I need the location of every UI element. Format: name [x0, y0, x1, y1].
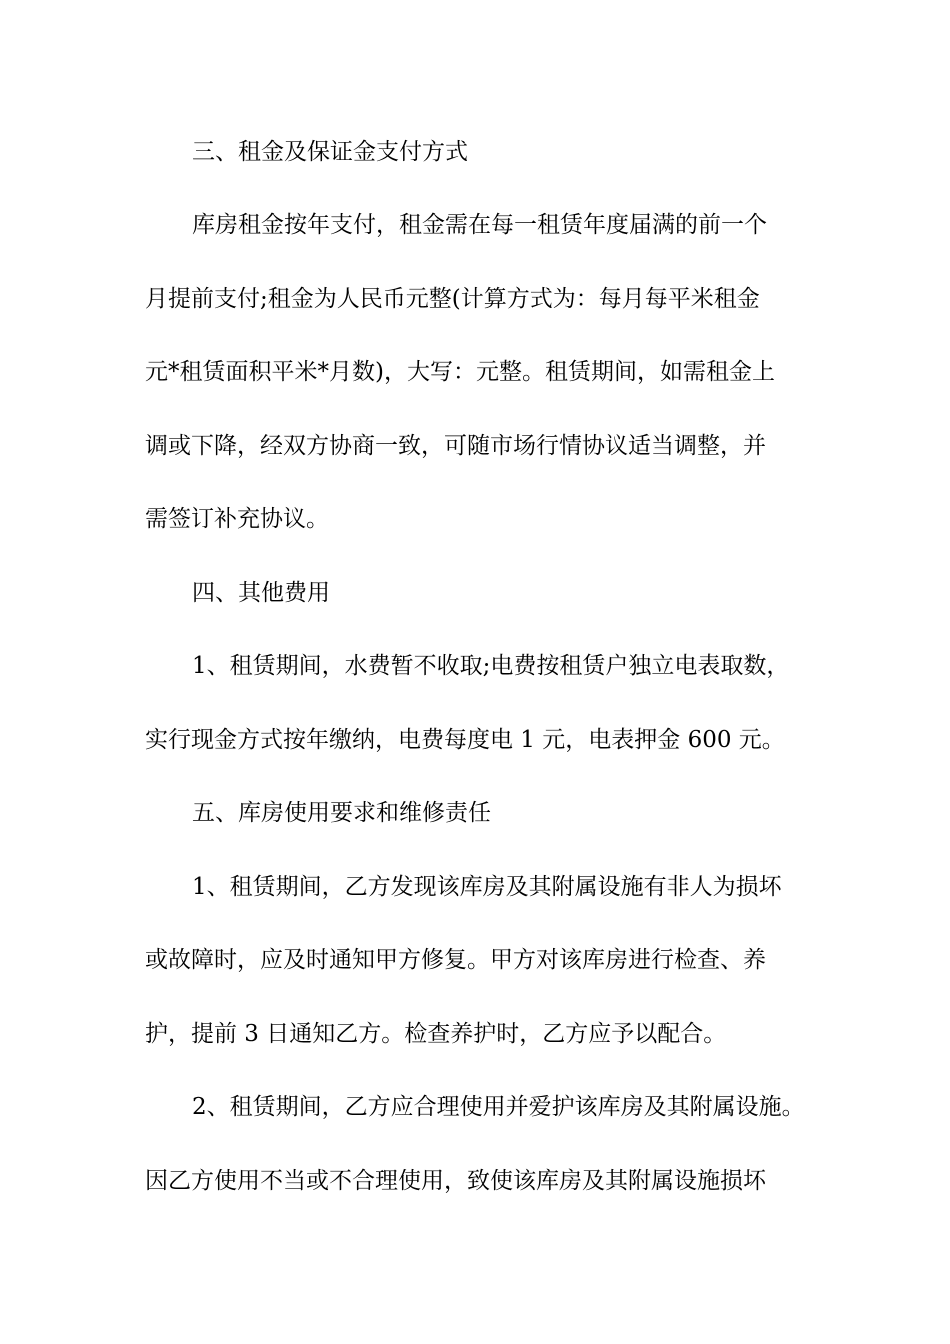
paragraph-line: 或故障时，应及时通知甲方修复。甲方对该库房进行检查、养 — [145, 947, 766, 973]
paragraph-line: 1、租赁期间，乙方发现该库房及其附属设施有非人为损坏 — [192, 874, 782, 900]
paragraph-line: 库房租金按年支付，租金需在每一租赁年度届满的前一个 — [192, 212, 767, 238]
paragraph-line: 2、租赁期间，乙方应合理使用并爱护该库房及其附属设施。 — [192, 1094, 805, 1120]
paragraph-line: 因乙方使用不当或不合理使用，致使该库房及其附属设施损坏 — [145, 1168, 766, 1194]
section-heading-rent-payment: 三、租金及保证金支付方式 — [192, 139, 468, 165]
paragraph-line: 实行现金方式按年缴纳，电费每度电 1 元，电表押金 600 元。 — [145, 727, 785, 753]
paragraph-line: 护，提前 3 日通知乙方。检查养护时，乙方应予以配合。 — [145, 1021, 727, 1047]
paragraph-line: 需签订补充协议。 — [145, 506, 329, 532]
paragraph-line: 元*租赁面积平米*月数)，大写：元整。租赁期间，如需租金上 — [145, 359, 775, 385]
section-heading-other-fees: 四、其他费用 — [192, 580, 330, 606]
paragraph-line: 月提前支付;租金为人民币元整(计算方式为：每月每平米租金 — [145, 286, 760, 312]
paragraph-line: 调或下降，经双方协商一致，可随市场行情协议适当调整，并 — [145, 433, 766, 459]
paragraph-line: 1、租赁期间，水费暂不收取;电费按租赁户独立电表取数， — [192, 653, 790, 679]
section-heading-usage-maintenance: 五、库房使用要求和维修责任 — [192, 800, 491, 826]
